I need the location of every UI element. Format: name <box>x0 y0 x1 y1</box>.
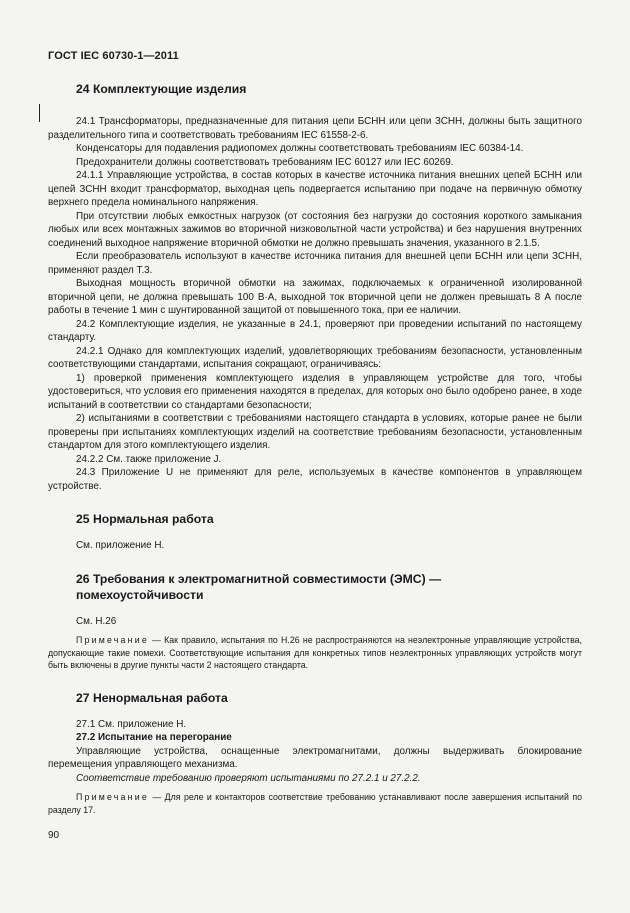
paragraph: 24.2.2 См. также приложение J. <box>76 453 222 465</box>
paragraph: См. Н.26 <box>76 615 117 627</box>
compliance-statement: Соответствие требованию проверяют испытаниями по 27.2.1 и 27.2.2. <box>76 772 421 784</box>
note-text: — Для реле и контакторов соответствие требованию устанавливают после завершения испытаний по разделу 17. <box>48 792 582 815</box>
paragraph: 27.1 См. приложение Н. <box>76 718 187 730</box>
paragraph: 24.1.1 Управляющие устройства, в состав которых в качестве источника питания внешних цепей БСНН или цепей ЗСНН входит трансформатор, выходная цепь подвергается испытанию при подаче на первичную обмотку верхнего предела номинального напряжения. <box>48 170 582 208</box>
paragraph: 24.2 Комплектующие изделия, не указанные в 24.1, проверяют при проведении испытаний по настоящему стандарту. <box>48 318 582 343</box>
subsection-heading: 27.2 Испытание на перегорание <box>76 732 232 743</box>
paragraph: Предохранители должны соответствовать требованиям IEC 60127 или IEC 60269. <box>76 156 454 168</box>
paragraph: Управляющие устройства, оснащенные электромагнитами, должны выдерживать блокирование перемещения управляющего механизма. <box>48 745 582 770</box>
page-number: 90 <box>48 830 60 841</box>
section-26-heading <box>76 571 582 603</box>
note-label: Примечание <box>76 792 149 802</box>
section-24-heading: 24 Комплектующие изделия <box>76 82 247 96</box>
paragraph: Конденсаторы для подавления радиопомех должны соответствовать требованиям IEC 60384-14. <box>76 143 524 154</box>
note <box>48 634 582 672</box>
paragraph: 24.3 Приложение U не применяют для реле, используемых в качестве компонентов в управляющем устройстве. <box>48 467 582 492</box>
paragraph: При отсутствии любых емкостных нагрузок (от состояния без нагрузки до состояния короткого замыкания любых или всех монтажных зажимов во вторичной низковольтной части устройства) и без нарушения внутренних соединений выходное напряжение вторичной обмотки не должно превышать значения, указанного в 2.1.5. <box>48 210 582 249</box>
heading-line: помехоустойчивости <box>76 587 204 602</box>
paragraph: 24.1 Трансформаторы, предназначенные для питания цепи БСНН или цепи ЗСНН, должны быть защитного разделительного типа и соответствовать требованиям IEC 61558-2-6. <box>48 116 582 141</box>
note-text: — Как правило, испытания по Н.26 не распространяются на неэлектронные управляющие устройства, допускающие такие помехи. Соответствующие испытания для конкретных типов неэлектронных управляющих устройств могут быть включены в другие пункты части 2 настоящего стандарта. <box>48 635 582 670</box>
paragraph: См. приложение Н. <box>76 540 165 551</box>
heading-line: 26 Требования к электромагнитной совместимости (ЭМС) — <box>76 571 442 586</box>
document-header: ГОСТ IEC 60730-1—2011 <box>48 50 179 62</box>
note-label: Примечание <box>76 635 149 645</box>
paragraph: Выходная мощность вторичной обмотки на зажимах, подключаемых к ограниченной изолированной вторичной цепи, не должна превышать 100 В·А, выходной ток вторичной цепи не должен превышать 8 А после работы в течение 1 мин с шунтированной защитой от повышенного тока, при ее наличии. <box>48 278 582 316</box>
paragraph: 2) испытаниями в соответствии с требованиями настоящего стандарта в условиях, которые ранее не были проверены при испытаниях комплектующих изделий на соответствие требованиям безопасности, установленным стандартом для этого комплектующего изделия. <box>48 413 582 451</box>
paragraph: Если преобразователь используют в качестве источника питания для внешней цепи БСНН или цепи ЗСНН, применяют раздел Т.3. <box>48 251 582 276</box>
section-25-heading: 25 Нормальная работа <box>76 512 214 526</box>
paragraph: 24.2.1 Однако для комплектующих изделий, удовлетворяющих требованиям безопасности, установленным соответствующими стандартами, испытания сокращают, ограничиваясь: <box>48 345 582 370</box>
note <box>48 791 582 816</box>
section-27-heading: 27 Ненормальная работа <box>76 690 228 705</box>
change-bar <box>39 104 40 122</box>
paragraph: 1) проверкой применения комплектующего изделия в управляющем устройстве для того, чтобы удостовериться, что условия его применения находятся в пределах, для которых оно было одобрено ранее, в ходе испытаний в соответствии со стандартами безопасности; <box>48 372 582 411</box>
document-body <box>48 75 582 816</box>
